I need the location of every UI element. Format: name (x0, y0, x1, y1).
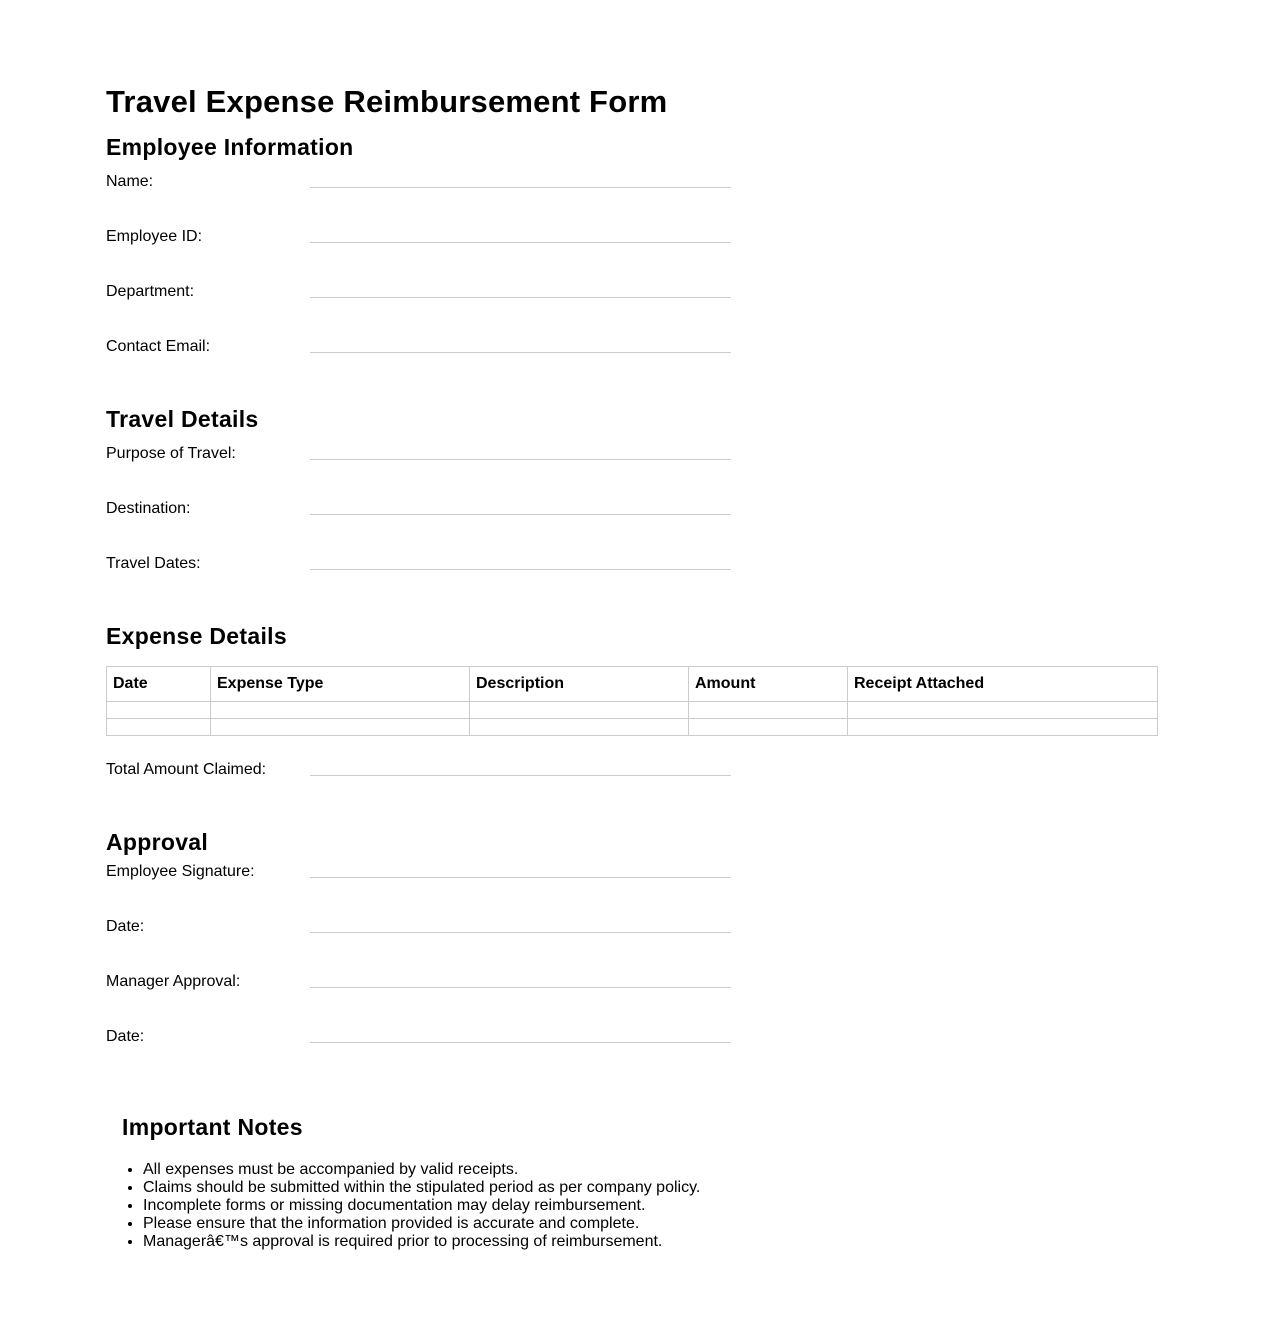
department-field[interactable] (106, 283, 1158, 338)
table-cell[interactable] (689, 719, 848, 736)
travel-section-heading: Travel Details (106, 406, 259, 432)
employee-id-input-line[interactable] (310, 242, 731, 243)
purpose-input-line[interactable] (310, 459, 731, 460)
employee-signature-input-line[interactable] (310, 877, 731, 878)
travel-dates-field[interactable] (106, 555, 1158, 610)
department-input-line[interactable] (310, 297, 731, 298)
table-cell[interactable] (848, 702, 1158, 719)
expense-table (106, 666, 1158, 736)
name-field[interactable] (106, 173, 1158, 228)
total-amount-label: Total Amount Claimed: (106, 761, 267, 778)
table-cell[interactable] (107, 719, 211, 736)
column-header-receipt-attached: Receipt Attached (848, 667, 1158, 702)
list-item: • Incomplete forms or missing documentation may delay reimbursement. (143, 1197, 700, 1215)
purpose-field[interactable] (106, 445, 1158, 500)
table-cell[interactable] (211, 719, 470, 736)
employee-signature-field[interactable] (106, 863, 1158, 918)
list-item: • Please ensure that the information provided is accurate and complete. (143, 1215, 700, 1233)
table-cell[interactable] (689, 702, 848, 719)
important-notes (122, 1110, 700, 1251)
spacer (106, 393, 1158, 402)
table-row (107, 702, 1158, 719)
table-cell[interactable] (107, 702, 211, 719)
total-amount-input-line[interactable] (310, 775, 731, 776)
manager-date-label: Date: (106, 1028, 145, 1045)
list-item: • Managerâ€™s approval is required prior to processing of reimbursement. (143, 1233, 700, 1251)
contact-email-field[interactable] (106, 338, 1158, 393)
notes-heading: Important Notes (122, 1114, 303, 1140)
travel-dates-label: Travel Dates: (106, 555, 201, 572)
employee-date-field[interactable] (106, 918, 1158, 973)
list-item: • All expenses must be accompanied by valid receipts. (143, 1161, 700, 1179)
employee-date-label: Date: (106, 918, 145, 935)
travel-dates-input-line[interactable] (310, 569, 731, 570)
contact-email-label: Contact Email: (106, 338, 211, 355)
manager-date-field[interactable] (106, 1028, 1158, 1083)
manager-approval-label: Manager Approval: (106, 973, 241, 990)
form-page (106, 80, 1158, 1250)
table-cell[interactable] (470, 719, 689, 736)
employee-id-label: Employee ID: (106, 228, 203, 245)
column-header-amount: Amount (689, 667, 848, 702)
column-header-description: Description (470, 667, 689, 702)
manager-approval-input-line[interactable] (310, 987, 731, 988)
destination-label: Destination: (106, 500, 191, 517)
approval-section-heading: Approval (106, 829, 209, 855)
column-header-expense-type: Expense Type (211, 667, 470, 702)
table-row (107, 719, 1158, 736)
destination-input-line[interactable] (310, 514, 731, 515)
page-title: Travel Expense Reimbursement Form (106, 84, 668, 119)
manager-date-input-line[interactable] (310, 1042, 731, 1043)
name-input-line[interactable] (310, 187, 731, 188)
name-label: Name: (106, 173, 154, 190)
spacer (106, 610, 1158, 619)
employee-signature-label: Employee Signature: (106, 863, 255, 880)
department-label: Department: (106, 283, 195, 300)
contact-email-input-line[interactable] (310, 352, 731, 353)
table-header-row (107, 667, 1158, 702)
table-cell[interactable] (211, 702, 470, 719)
purpose-label: Purpose of Travel: (106, 445, 236, 462)
expense-section-heading: Expense Details (106, 623, 287, 649)
list-item: • Claims should be submitted within the stipulated period as per company policy. (143, 1179, 700, 1197)
column-header-date: Date (107, 667, 211, 702)
employee-section-heading: Employee Information (106, 134, 354, 160)
table-cell[interactable] (470, 702, 689, 719)
manager-approval-field[interactable] (106, 973, 1158, 1028)
total-amount-field[interactable] (106, 761, 1158, 816)
destination-field[interactable] (106, 500, 1158, 555)
spacer (106, 816, 1158, 825)
employee-id-field[interactable] (106, 228, 1158, 283)
employee-date-input-line[interactable] (310, 932, 731, 933)
notes-list (122, 1161, 700, 1251)
table-cell[interactable] (848, 719, 1158, 736)
